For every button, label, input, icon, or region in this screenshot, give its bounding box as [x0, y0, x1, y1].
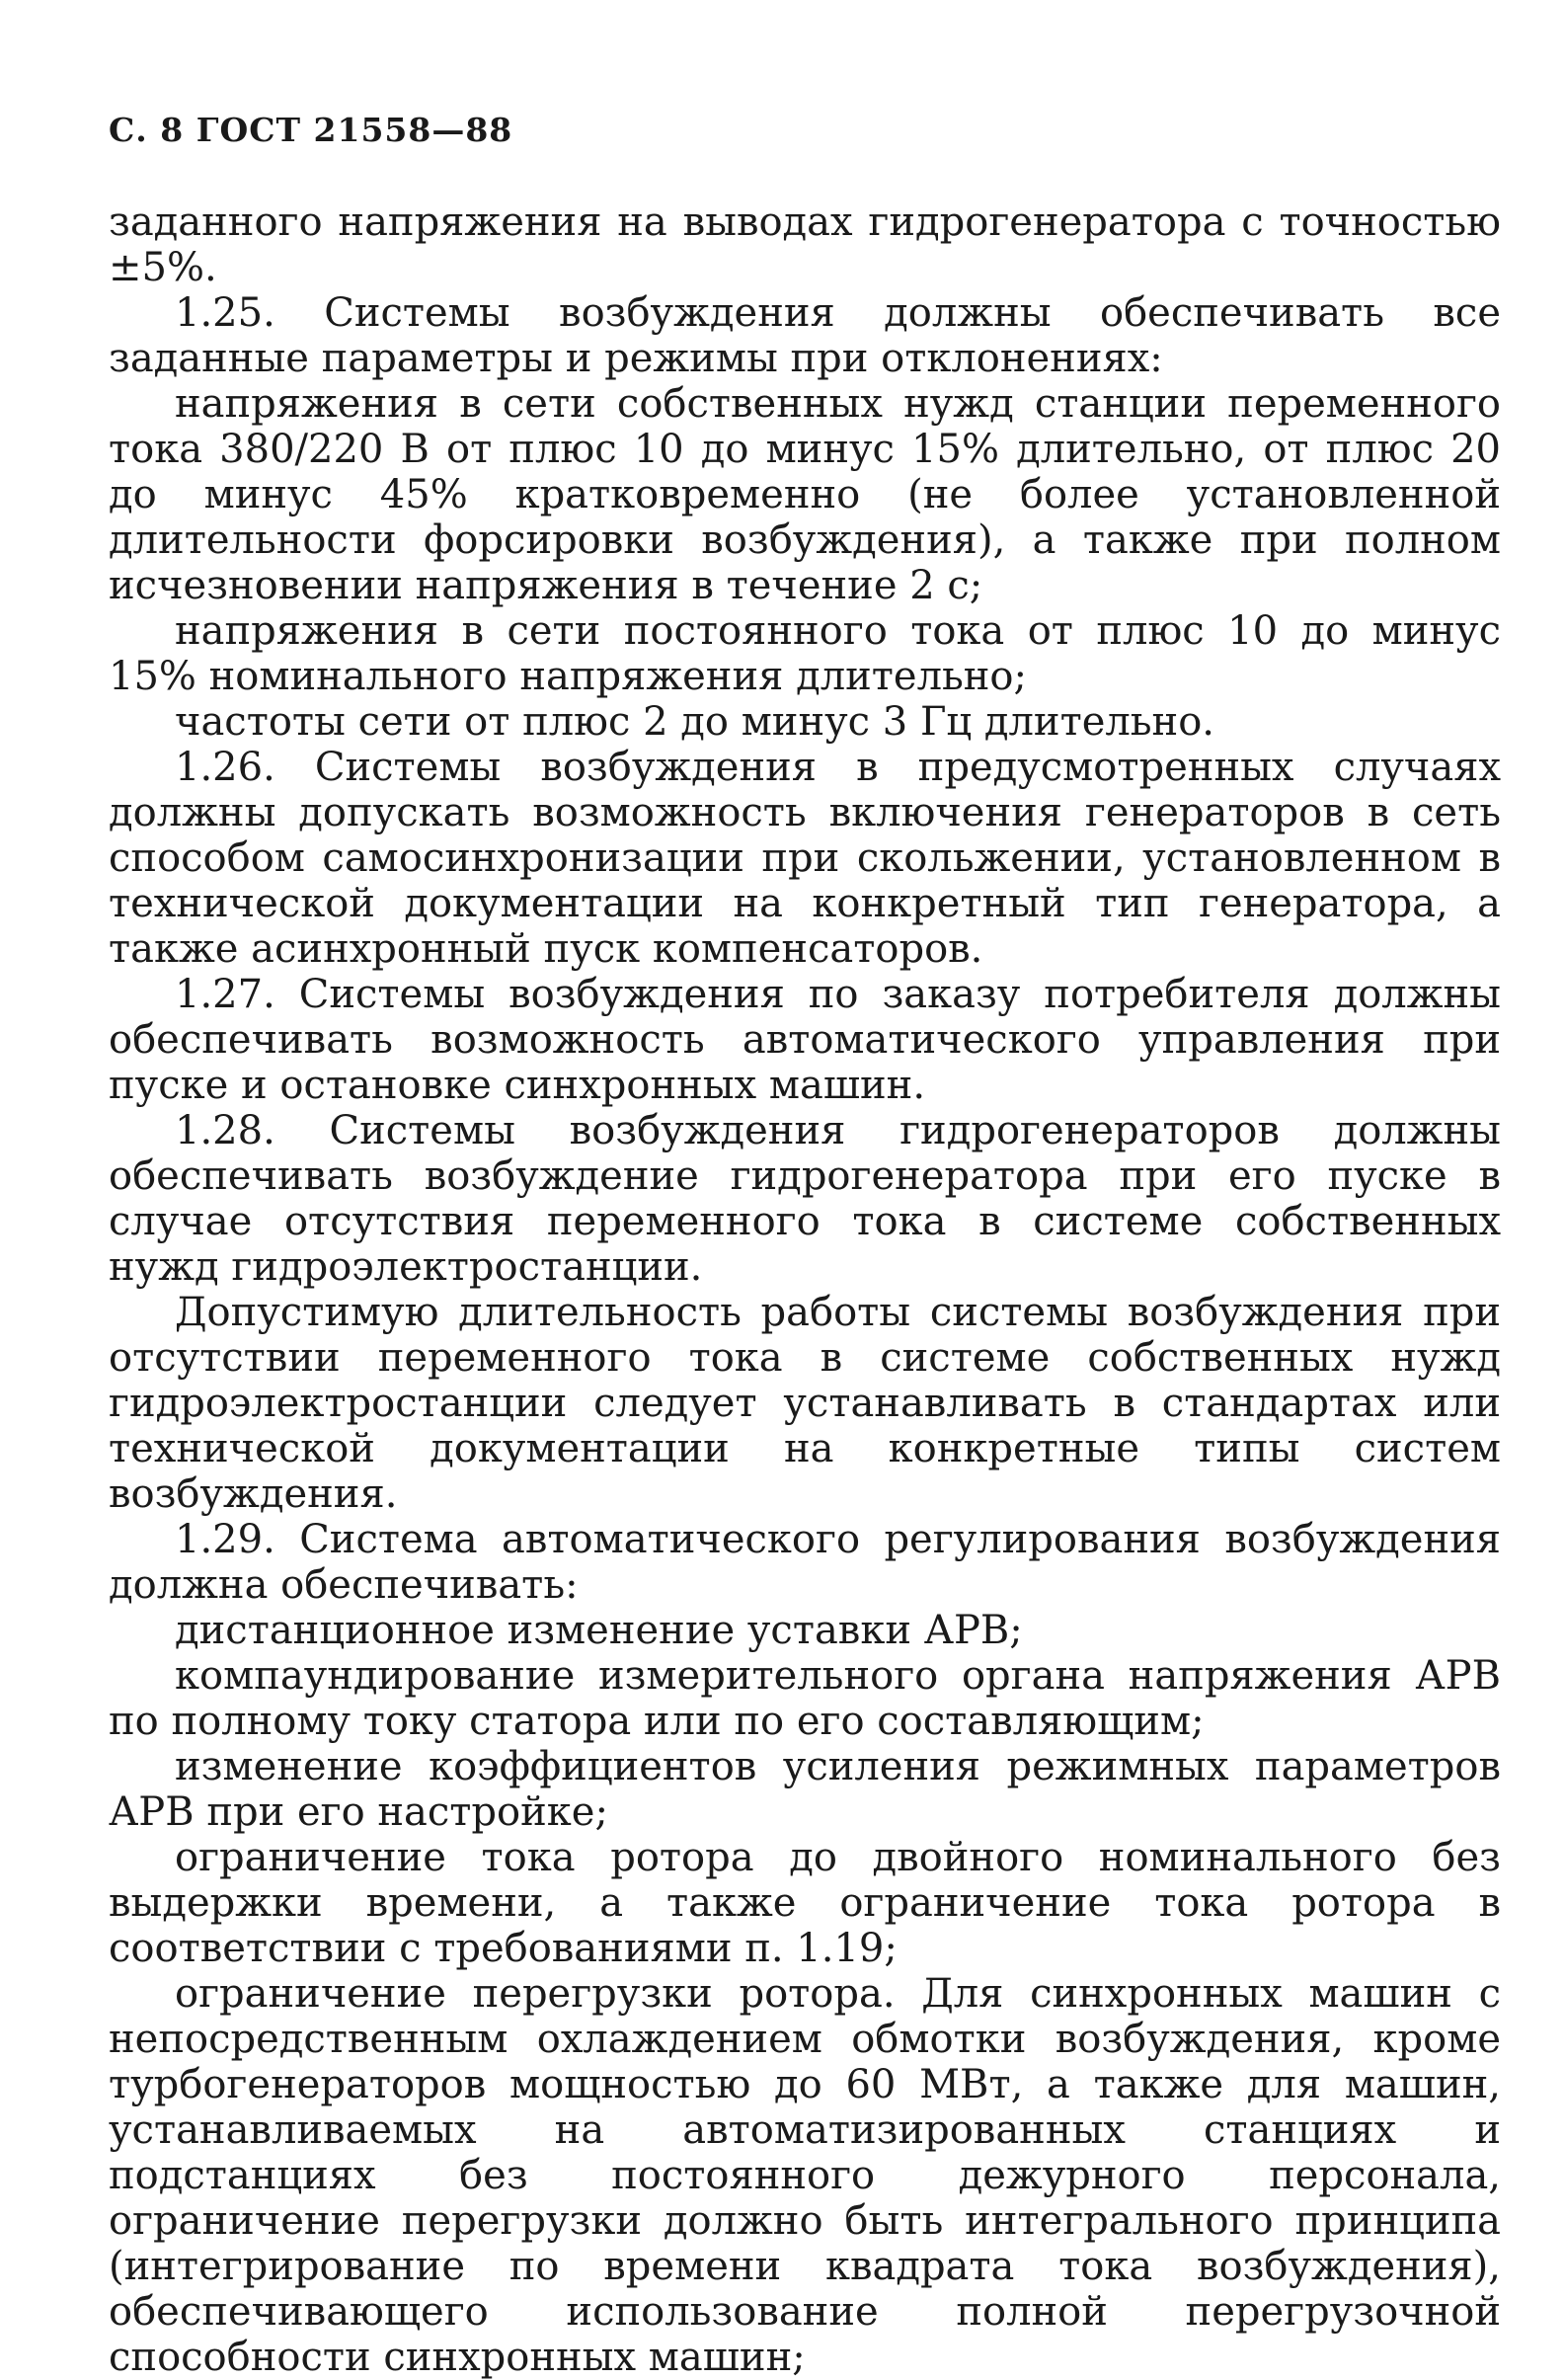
paragraph-1-27: 1.27. Системы возбуждения по заказу потребителя должны обеспечивать возможность автоматического управления при пуске и остановке синхронных машин. — [109, 972, 1501, 1108]
paragraph-1-25: 1.25. Системы возбуждения должны обеспечивать все заданные параметры и режимы при отклонениях: — [109, 290, 1501, 381]
list-item-remote-setpoint: дистанционное изменение уставки АРВ; — [175, 1608, 1023, 1653]
paragraph-continuation: заданного напряжения на выводах гидрогенератора с точностью ±5%. — [109, 199, 1501, 290]
paragraph-1-28: 1.28. Системы возбуждения гидрогенераторов должны обеспечивать возбуждение гидрогенератора при его пуске в случае отсутствия переменного тока в системе собственных нужд гидроэлектростанции. — [109, 1108, 1501, 1290]
list-item-gain-change: изменение коэффициентов усиления режимных параметров АРВ при его настройке; — [109, 1744, 1501, 1835]
list-item-rotor-current-limit: ограничение тока ротора до двойного номинального без выдержки времени, а также ограничение тока ротора в соответствии с требованиями п. 1.19; — [109, 1835, 1501, 1971]
document-body — [109, 199, 1501, 2380]
paragraph-1-26: 1.26. Системы возбуждения в предусмотренных случаях должны допускать возможность включения генераторов в сеть способом самосинхронизации при скольжении, установленном в технической документации на конкретный тип генератора, а также асинхронный пуск компенсаторов. — [109, 745, 1501, 972]
paragraph-1-29: 1.29. Система автоматического регулирования возбуждения должна обеспечивать: — [109, 1517, 1501, 1608]
document-page — [109, 0, 1501, 2380]
paragraph-voltage-aux: напряжения в сети собственных нужд станции переменного тока 380/220 В от плюс 10 до минус 15% длительно, от плюс 20 до минус 45% кратковременно (не более установленной длительности форсировки возбуждения), а также при полном исчезновении напряжения в течение 2 с; — [109, 381, 1501, 608]
page-header: С. 8 ГОСТ 21558—88 — [109, 111, 513, 149]
paragraph-voltage-dc: напряжения в сети постоянного тока от плюс 10 до минус 15% номинального напряжения длительно; — [109, 608, 1501, 699]
list-item-rotor-overload-limit: ограничение перегрузки ротора. Для синхронных машин с непосредственным охлаждением обмотки возбуждения, кроме турбогенераторов мощностью до 60 МВт, а также для машин, устанавливаемых на автоматизированных станциях и подстанциях без постоянного дежурного персонала, ограничение перегрузки должно быть интегрального принципа (интегрирование по времени квадрата тока возбуждения), обеспечивающего использование полной перегрузочной способности синхронных машин; — [109, 1971, 1501, 2380]
list-item-compounding: компаундирование измерительного органа напряжения АРВ по полному току статора или по его составляющим; — [109, 1653, 1501, 1744]
paragraph-frequency: частоты сети от плюс 2 до минус 3 Гц длительно. — [175, 699, 1215, 745]
paragraph-permissible-duration: Допустимую длительность работы системы возбуждения при отсутствии переменного тока в системе собственных нужд гидроэлектростанции следует устанавливать в стандартах или технической документации на конкретные типы систем возбуждения. — [109, 1290, 1501, 1517]
